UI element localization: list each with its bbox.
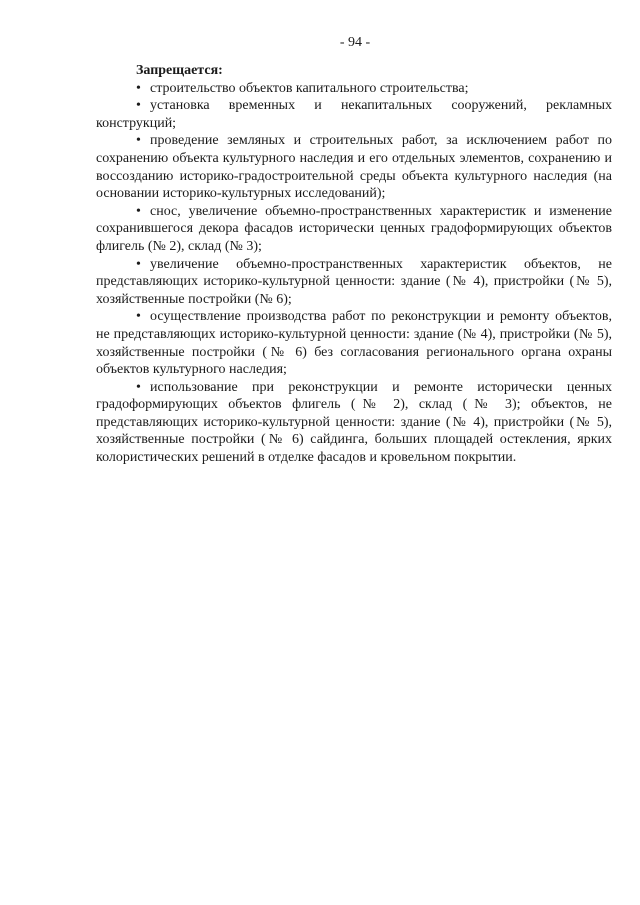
list-item [96, 97, 612, 132]
bullet-icon: • [136, 133, 141, 149]
bullet-icon: • [136, 80, 141, 96]
list-item [96, 379, 612, 467]
list-item [96, 308, 612, 378]
list-item-text: осуществление производства работ по реконструкции и ремонту объектов, не представляющих историко-культурной ценности: здание (№ 4), пристройки (№ 5), хозяйственные постройки (№ 6) без согласования регионального органа охраны объектов культурного наследия; [96, 309, 612, 378]
list-item-text: снос, увеличение объемно-пространственных характеристик и изменение сохранившегося декора фасадов исторически ценных градоформирующих объектов флигель (№ 2), склад (№ 3); [96, 203, 612, 254]
list-item-text: увеличение объемно-пространственных характеристик объектов, не представляющих историко-культурной ценности: здание (№ 4), пристройки (№ 5), хозяйственные постройки (№ 6); [96, 256, 612, 307]
page-number: - 94 - [339, 35, 371, 50]
bullet-icon: • [136, 256, 141, 272]
list-item [96, 203, 612, 256]
bullet-icon: • [136, 203, 141, 219]
list-item-text: установка временных и некапитальных сооружений, рекламных конструкций; [96, 98, 612, 131]
bullet-icon: • [136, 309, 141, 325]
list-item [96, 132, 612, 202]
list-item [96, 80, 612, 98]
bullet-icon: • [136, 379, 141, 395]
list-item-text: проведение земляных и строительных работ, за исключением работ по сохранению объекта культурного наследия и его отдельных элементов, сохранению и воссозданию историко-градостроительной среды объекта культурного наследия (на основании историко-культурных исследований); [96, 133, 612, 202]
list-item [96, 256, 612, 309]
section-heading: Запрещается: [136, 63, 223, 78]
list-item-text: строительство объектов капитального строительства; [150, 80, 469, 96]
document-body [96, 62, 612, 467]
list-item-text: использование при реконструкции и ремонте исторически ценных градоформирующих объектов флигель (№ 2), склад (№ 3); объектов, не представляющих историко-культурной ценности: здание (№ 4), пристройки (№ 5), хозяйственные постройки (№ 6) сайдинга, больших площадей остекления, ярких колористических решений в отделке фасадов и кровельном покрытии. [96, 379, 612, 466]
bullet-icon: • [136, 98, 141, 114]
